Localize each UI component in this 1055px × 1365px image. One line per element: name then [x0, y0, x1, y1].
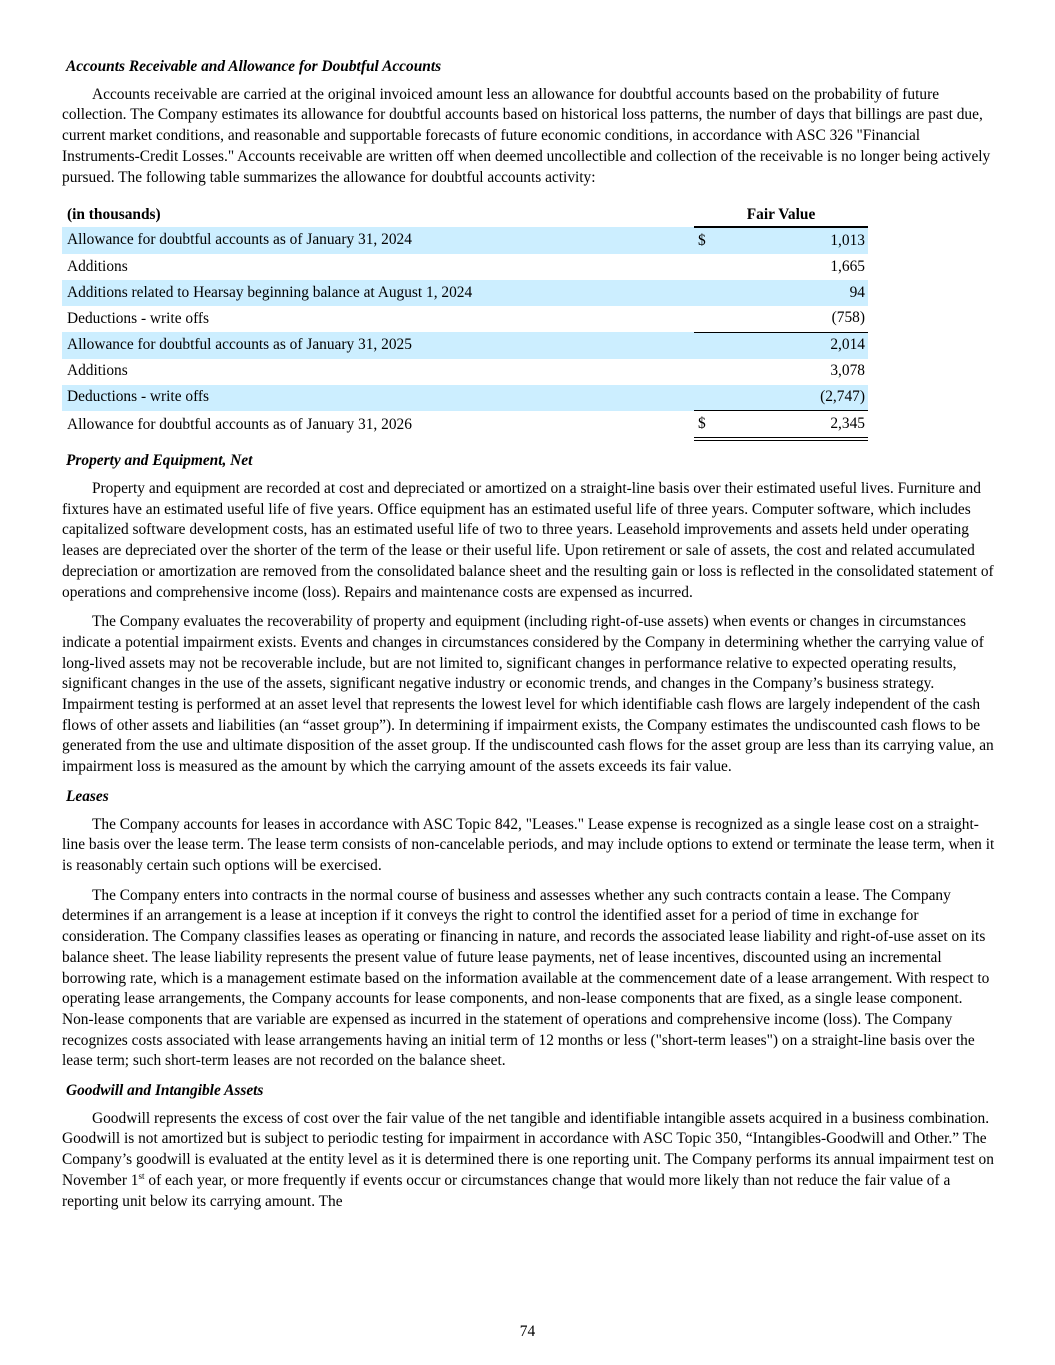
section-heading-property-equipment: Property and Equipment, Net [66, 452, 253, 470]
row-currency [694, 254, 733, 280]
allowance-table [62, 204, 868, 441]
row-label: Additions [67, 362, 128, 380]
table-row [62, 254, 868, 280]
row-label: Deductions - write offs [67, 309, 210, 327]
row-value: (758) [831, 309, 865, 327]
table-row [62, 306, 868, 332]
row-label: Allowance for doubtful accounts as of January 31, 2026 [67, 415, 412, 433]
header-fair-value: Fair Value [694, 204, 868, 227]
header-in-thousands: (in thousands) [67, 206, 161, 224]
row-label: Additions related to Hearsay beginning balance at August 1, 2024 [62, 280, 694, 306]
page-number: 74 [519, 1323, 536, 1340]
table-row [62, 359, 868, 385]
row-currency: $ [694, 411, 733, 439]
section-heading-accounts-receivable: Accounts Receivable and Allowance for Doubtful Accounts [66, 58, 442, 75]
row-value: 2,014 [733, 332, 868, 358]
row-label: Allowance for doubtful accounts as of January 31, 2024 [62, 227, 694, 254]
ordinal-superscript: st [138, 1170, 145, 1181]
section-heading-goodwill: Goodwill and Intangible Assets [66, 1082, 264, 1100]
row-label: Additions [67, 257, 128, 275]
row-currency: $ [694, 227, 733, 254]
row-currency [694, 332, 733, 358]
row-currency [694, 280, 733, 306]
row-value: (2,747) [733, 385, 868, 411]
goodwill-text-part1: Goodwill represents the excess of cost over the fair value of the net tangible and identifiable intangible assets acquired in a business combination. Goodwill is not amortized but is subject to periodic testing for impairment in accordance with ASC Topic 350, “Intangibles-Goodwill and Other.” The Company’s goodwill is evaluated at the entity level as it is determined there is one reporting unit. The Company performs its annual impairment test on November 1 [62, 1109, 994, 1189]
table-row [62, 280, 868, 306]
row-value: 94 [733, 280, 868, 306]
paragraph-property-equipment-1: Property and equipment are recorded at cost and depreciated or amortized on a straight-line basis over their estimated useful lives. Furniture and fixtures have an estimated useful life of five years. Office equipment has an estimated useful life of three years. Computer software, which includes capitalized software development costs, has an estimated useful life of two to three years. Leasehold improvements and assets held under operating leases are depreciated over the shorter of the term of the lease or their useful life. Upon retirement or sale of assets, the cost and related accumulated depreciation or amortization are removed from the consolidated balance sheet and the resulting gain or loss is reflected in the consolidated statement of operations and comprehensive income (loss). Repairs and maintenance costs are expensed as incurred. [62, 480, 994, 601]
paragraph-leases-1: The Company accounts for leases in accordance with ASC Topic 842, "Leases." Lease expense is recognized as a single lease cost on a straight-line basis over the lease term. The lease term consists of non-cancelable periods, and may include options to extend or terminate the lease term, when it is reasonably certain such options will be exercised. [62, 815, 995, 874]
paragraph-goodwill [62, 1109, 996, 1213]
document-page [62, 57, 996, 1221]
goodwill-text-part2: of each year, or more frequently if events occur or circumstances change that would more likely than not reduce the fair value of a reporting unit below its carrying amount. The [62, 1171, 951, 1210]
table-row-subtotal [62, 332, 868, 358]
paragraph-leases-2: The Company enters into contracts in the normal course of business and assesses whether any such contracts contain a lease. The Company determines if an arrangement is a lease at inception if it conveys the right to control the identified asset for a period of time in exchange for consideration. The Company classifies leases as operating or financing in nature, and records the associated lease liability and right-of-use asset on its balance sheet. The lease liability represents the present value of future lease payments, net of lease incentives, discounted using an incremental borrowing rate, which is a management estimate based on the information available at the commencement date of a lease arrangement. With respect to operating lease arrangements, the Company accounts for lease components, and non-lease components that are fixed, as a single lease component. Non-lease components that are variable are expensed as incurred in the statement of operations and comprehensive income (loss). The Company recognizes costs associated with lease arrangements having an initial term of 12 months or less ("short-term leases") on a straight-line basis over the lease term; such short-term leases are not recorded on the balance sheet. [62, 886, 990, 1070]
row-value: 2,345 [733, 411, 868, 439]
paragraph-accounts-receivable: Accounts receivable are carried at the original invoiced amount less an allowance for doubtful accounts based on the probability of future collection. The Company estimates its allowance for doubtful accounts based on historical loss patterns, the number of days that billings are past due, current market conditions, and reasonable and supportable forecasts of future economic conditions, in accordance with ASC 326 "Financial Instruments-Credit Losses." Accounts receivable are written off when deemed uncollectible and collection of the receivable is no longer being actively pursued. The following table summarizes the allowance for doubtful accounts activity: [62, 85, 991, 186]
table-row [62, 385, 868, 411]
row-currency [694, 306, 733, 332]
table-row [62, 227, 868, 254]
row-value: 3,078 [830, 362, 865, 380]
row-currency [694, 385, 733, 411]
section-heading-leases: Leases [66, 787, 109, 805]
table-header-row [62, 204, 868, 227]
row-label: Deductions - write offs [62, 385, 694, 411]
row-value: 1,013 [733, 227, 868, 254]
table-row-total [62, 411, 868, 439]
row-label: Allowance for doubtful accounts as of January 31, 2025 [62, 332, 694, 358]
row-value: 1,665 [830, 257, 865, 275]
row-currency [694, 359, 733, 385]
paragraph-property-equipment-2: The Company evaluates the recoverability of property and equipment (including right-of-use assets) when events or changes in circumstances indicate a potential impairment exists. Events and changes in circumstances considered by the Company in determining whether the carrying value of long-lived assets may not be recoverable include, but are not limited to, significant changes in performance relative to expected operating results, significant changes in the use of the assets, significant negative industry or economic trends, and changes in the Company’s business strategy. Impairment testing is performed at an asset level that represents the lowest level for which identifiable cash flows are largely independent of the cash flows of other assets and liabilities (an “asset group”). In determining if impairment exists, the Company estimates the undiscounted cash flows to be generated from the use and ultimate disposition of the asset group. If the undiscounted cash flows for the asset group are less than its carrying value, an impairment loss is measured as the amount by which the carrying amount of the assets exceeds its fair value. [62, 613, 994, 776]
